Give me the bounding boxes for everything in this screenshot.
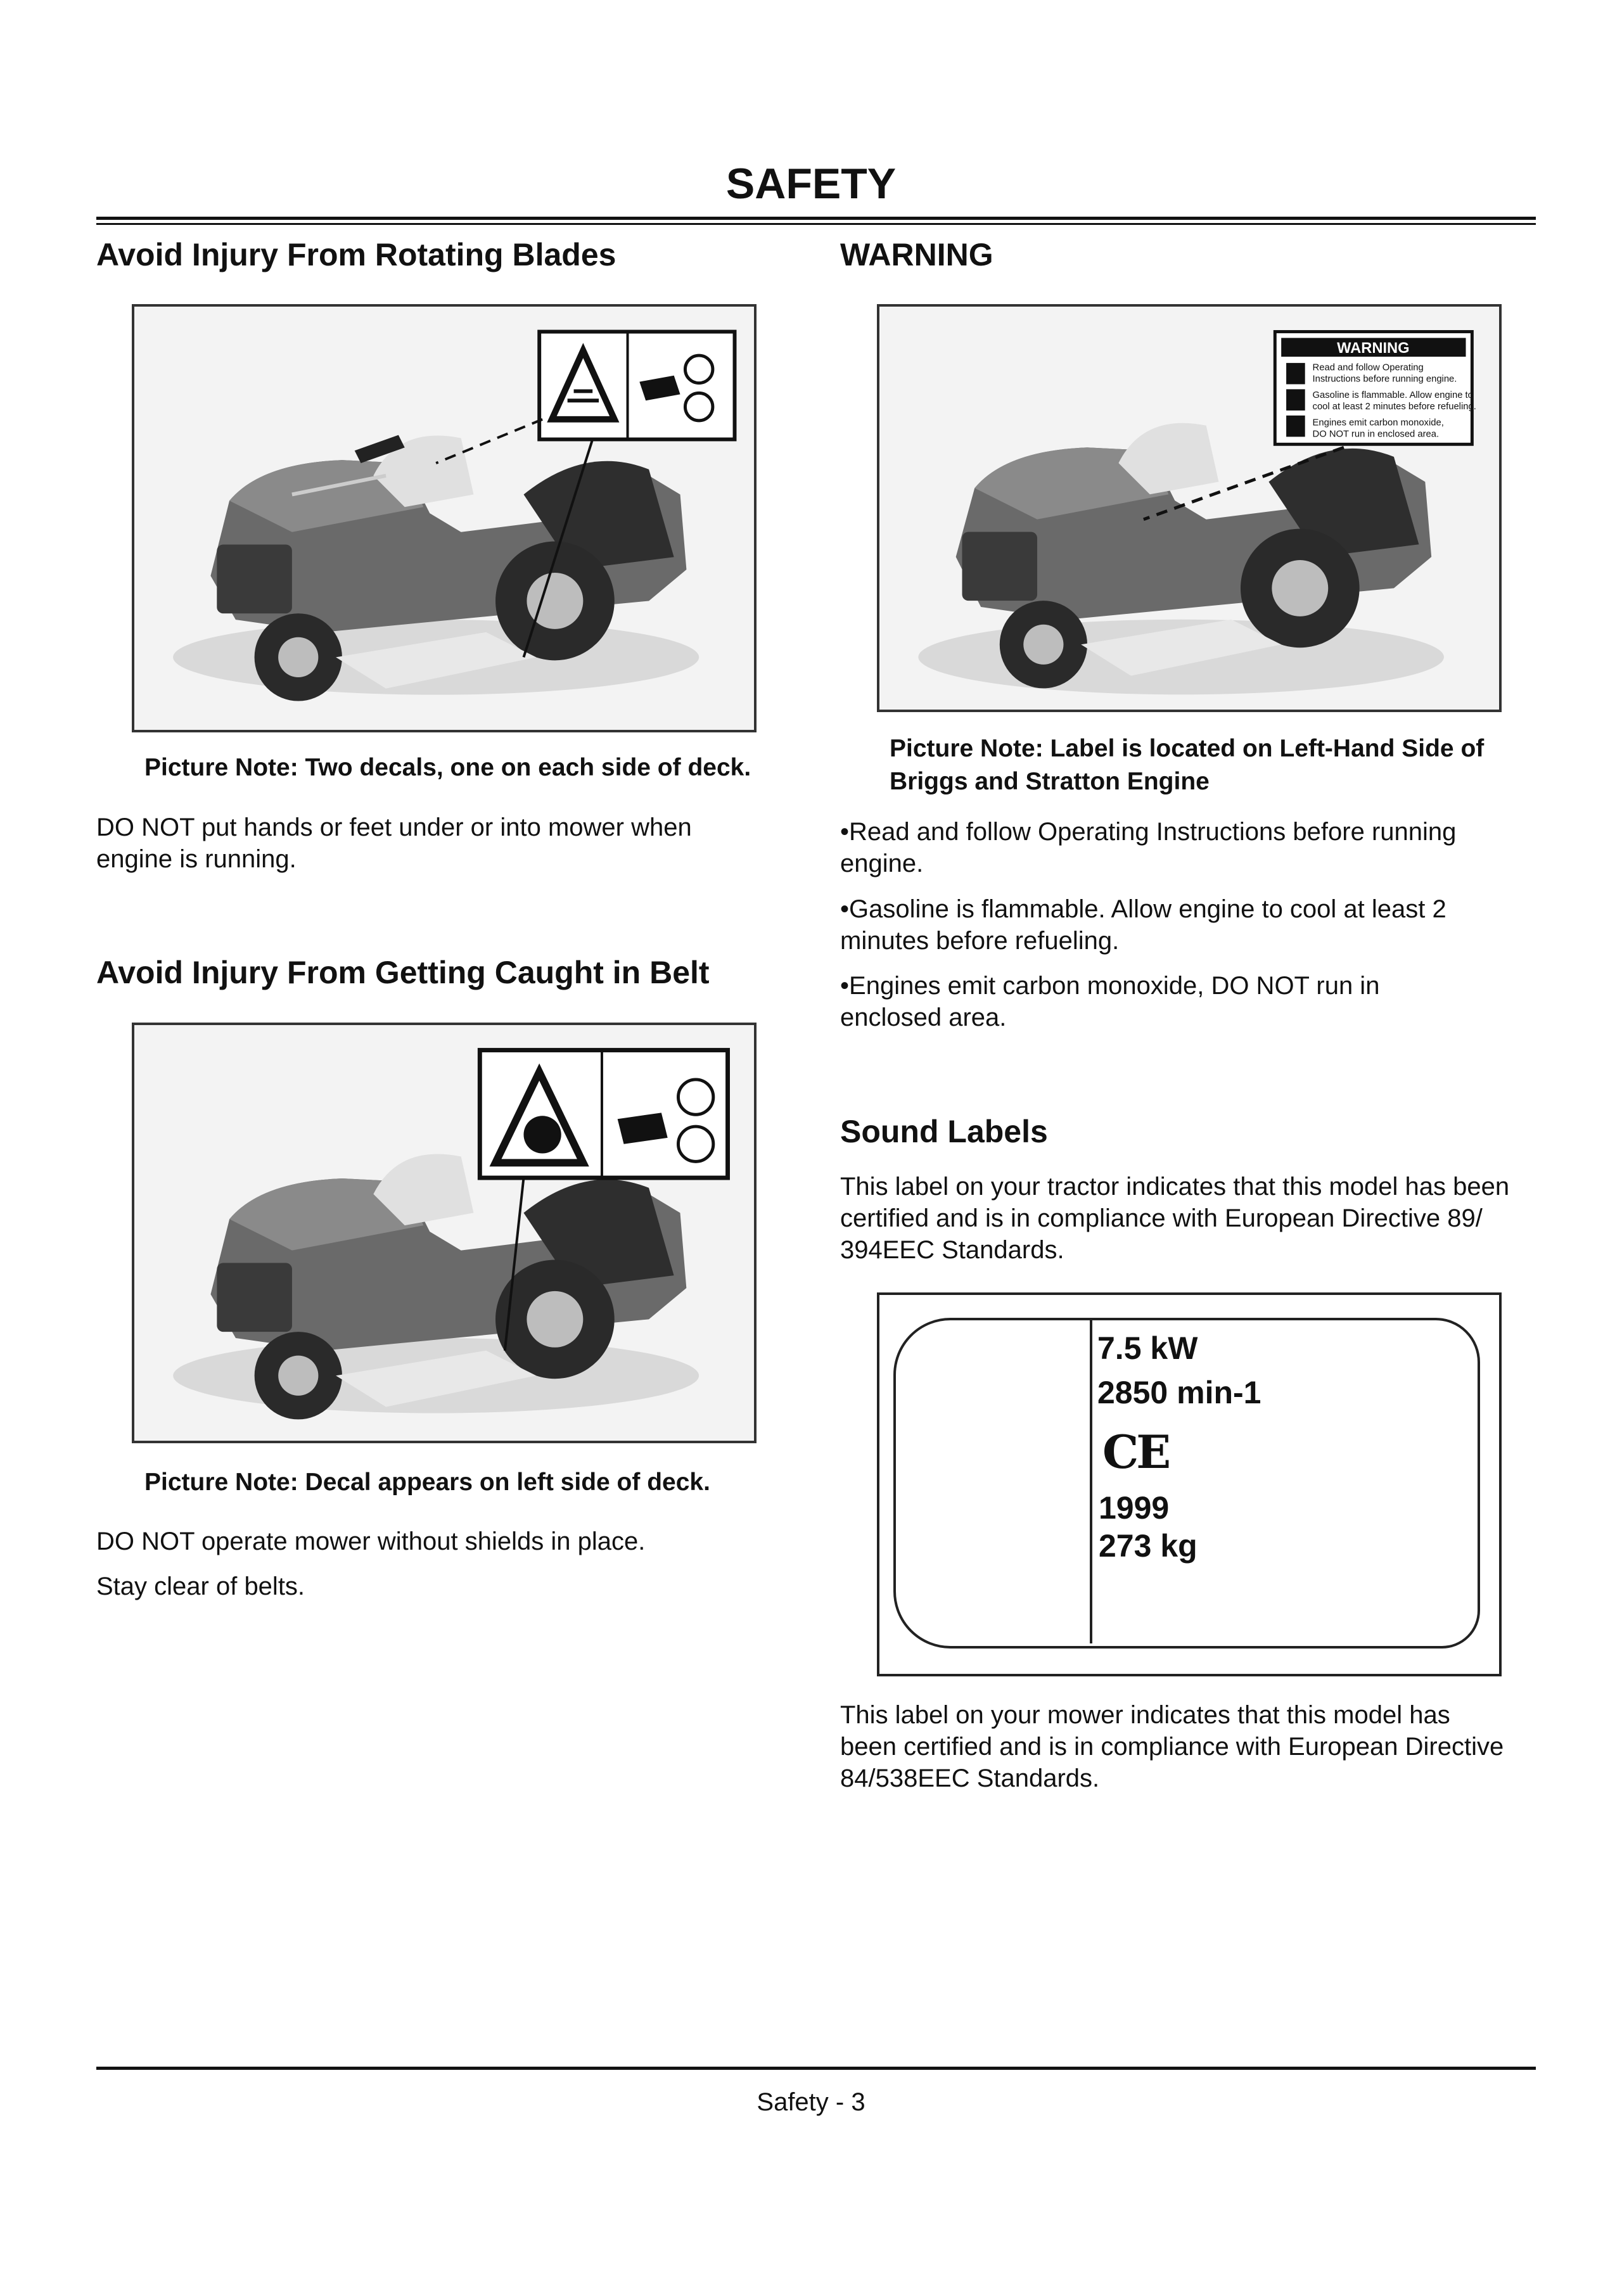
sound-text-tractor-line1: This label on your tractor indicates that this model has been (840, 1173, 1510, 1201)
sound-text-mower-line3: 84/538EEC Standards. (840, 1764, 1100, 1792)
decal-line-1: Read and follow Operating (1312, 362, 1424, 373)
page-number: Safety - 3 (757, 2088, 865, 2116)
section-heading-rotating-blades: Avoid Injury From Rotating Blades (96, 237, 616, 272)
decal-line-3: Gasoline is flammable. Allow engine to (1312, 390, 1473, 401)
body-text-belts: Stay clear of belts. (96, 1572, 305, 1600)
bullet-marker: • (840, 895, 850, 923)
picture-note-engine-line2: Briggs and Stratton Engine (890, 768, 1210, 795)
picture-note-blades: Picture Note: Two decals, one on each side of deck. (144, 754, 751, 781)
header-rule-top (96, 217, 1536, 220)
section-heading-warning: WARNING (840, 237, 993, 272)
decal-warning-title: WARNING (1337, 340, 1410, 357)
warning-bullet-1 (840, 816, 1456, 879)
bullet-3-line2: enclosed area. (840, 1004, 1007, 1031)
bullet-marker: • (840, 818, 850, 846)
bullet-3-line1: Engines emit carbon monoxide, DO NOT run in (849, 972, 1380, 1000)
sound-label-plate (877, 1292, 1502, 1676)
bullet-1-line2: engine. (840, 850, 924, 877)
page-title: SAFETY (725, 160, 897, 208)
warning-bullet-3 (840, 970, 1379, 1033)
body-text-shields: DO NOT operate mower without shields in place. (96, 1527, 646, 1555)
sound-label-border (893, 1318, 1480, 1649)
warning-bullet-2 (840, 893, 1446, 957)
mower-illustration-belt (134, 1025, 754, 1441)
mower-photo-blades (132, 304, 757, 732)
mower-photo-belt (132, 1023, 757, 1443)
bullet-1-line1: Read and follow Operating Instructions before running (849, 818, 1457, 846)
sound-label-power: 7.5 kW (1097, 1330, 1198, 1366)
mower-illustration-engine (879, 307, 1499, 710)
picture-note-belt: Picture Note: Decal appears on left side of deck. (144, 1469, 710, 1496)
sound-text-mower-line2: been certified and is in compliance with European Directive (840, 1733, 1504, 1761)
mower-illustration-blades (134, 307, 754, 730)
body-text-blades: DO NOT put hands or feet under or into mower when engine is running. (96, 813, 692, 873)
bullet-2-line1: Gasoline is flammable. Allow engine to cool at least 2 (849, 895, 1446, 923)
picture-note-engine-line1: Picture Note: Label is located on Left-Hand Side of (890, 735, 1485, 762)
sound-label-speed: 2850 min-1 (1097, 1375, 1261, 1410)
decal-line-5: Engines emit carbon monoxide, (1312, 418, 1444, 428)
sound-text-tractor-line2: certified and is in compliance with European Directive 89/ (840, 1204, 1483, 1232)
decal-line-6: DO NOT run in enclosed area. (1312, 429, 1440, 440)
ce-mark-icon: CE (1102, 1425, 1169, 1479)
sound-text-mower-line1: This label on your mower indicates that this model has (840, 1701, 1450, 1729)
bullet-2-line2: minutes before refueling. (840, 927, 1120, 955)
sound-label-year: 1999 (1099, 1490, 1170, 1526)
footer-rule (96, 2067, 1536, 2070)
section-heading-belt: Avoid Injury From Getting Caught in Belt (96, 955, 710, 990)
sound-label-divider (1090, 1320, 1092, 1643)
header-rule-bottom (96, 223, 1536, 225)
sound-label-mass: 273 kg (1099, 1528, 1197, 1564)
section-heading-sound-labels: Sound Labels (840, 1114, 1048, 1149)
sound-text-tractor-line3: 394EEC Standards. (840, 1236, 1064, 1264)
decal-line-4: cool at least 2 minutes before refueling. (1312, 401, 1476, 412)
mower-photo-engine (877, 304, 1502, 712)
bullet-marker: • (840, 972, 850, 1000)
decal-line-2: Instructions before running engine. (1312, 374, 1457, 385)
